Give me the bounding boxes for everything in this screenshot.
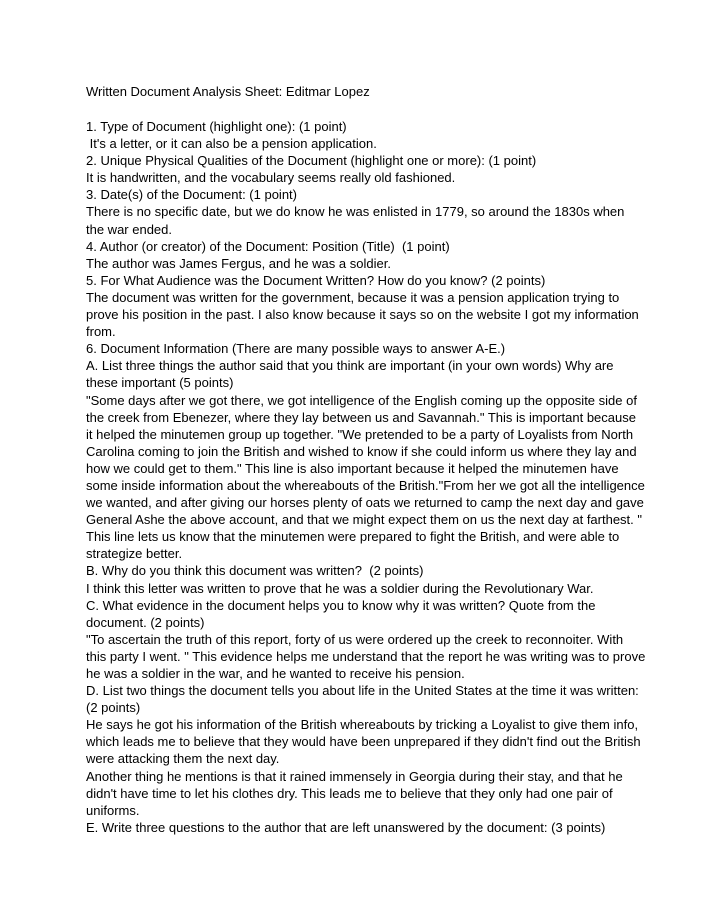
answer-6b: I think this letter was written to prove that he was a soldier during the Revolutionary War. — [86, 580, 594, 596]
answer-6a: "Some days after we got there, we got intelligence of the English coming up the opposite side of the creek from Ebenezer, where they lay between us and Savannah." This is important because it helped the minutemen group up together. "We pretended to be a party of Loyalists from North Carolina coming to join the British and wished to know if she could inform us where they lay and how we could get to them." This line is also important because it helped the minutemen have some inside information about the whereabouts of the British."From her we got all the intelligence we wanted, and after giving our horses plenty of oats we returned to camp the next day and gave General Ashe the above account, and that we might expect them on us the next day at farthest. " This line lets us know that the minutemen were prepared to fight the British, and were able to strategize better. — [86, 392, 649, 562]
question-6b: B. Why do you think this document was written? (2 points) — [86, 563, 424, 579]
question-6e: E. Write three questions to the author that are left unanswered by the document: (3 points) — [86, 819, 606, 835]
document-body — [86, 118, 649, 836]
document-title: Written Document Analysis Sheet: Editmar Lopez — [86, 84, 370, 99]
answer-6c: "To ascertain the truth of this report, forty of us were ordered up the creek to reconnoiter. With this party I went. " This evidence helps me understand that the report he was writing was to prove he was a soldier in the war, and he wanted to receive his pension. — [86, 631, 649, 681]
question-2: 2. Unique Physical Qualities of the Document (highlight one or more): (1 point) — [86, 153, 537, 169]
answer-3: There is no specific date, but we do know he was enlisted in 1779, so around the 1830s when the war ended. — [86, 204, 629, 237]
answer-4: The author was James Fergus, and he was a soldier. — [86, 255, 391, 271]
answer-5: The document was written for the government, because it was a pension application trying to prove his position in the past. I also know because it says so on the website I got my information from. — [86, 289, 643, 340]
question-3: 3. Date(s) of the Document: (1 point) — [86, 187, 297, 203]
question-6: 6. Document Information (There are many possible ways to answer A-E.) — [86, 341, 506, 357]
answer-2: It is handwritten, and the vocabulary seems really old fashioned. — [86, 170, 456, 186]
question-4: 4. Author (or creator) of the Document: Position (Title) (1 point) — [86, 238, 450, 254]
answer-1: It's a letter, or it can also be a pension application. — [86, 136, 377, 152]
answer-6d-part-1: He says he got his information of the British whereabouts by tricking a Loyalist to give them info, which leads me to believe that they would have been unprepared if they didn't find out the British were attacking them the next day. — [86, 717, 645, 767]
question-6a: A. List three things the author said that you think are important (in your own words) Why are these important (5 points) — [86, 358, 618, 391]
answer-6d-part-2: Another thing he mentions is that it rained immensely in Georgia during their stay, and that he didn't have time to let his clothes dry. This leads me to believe that they only had one pair of uniforms. — [86, 768, 627, 818]
question-1: 1. Type of Document (highlight one): (1 point) — [86, 119, 347, 134]
question-5: 5. For What Audience was the Document Written? How do you know? (2 points) — [86, 272, 546, 288]
question-6d: D. List two things the document tells you about life in the United States at the time it was written: (2 points) — [86, 683, 643, 716]
question-6c: C. What evidence in the document helps you to know why it was written? Quote from the document. (2 points) — [86, 597, 600, 630]
